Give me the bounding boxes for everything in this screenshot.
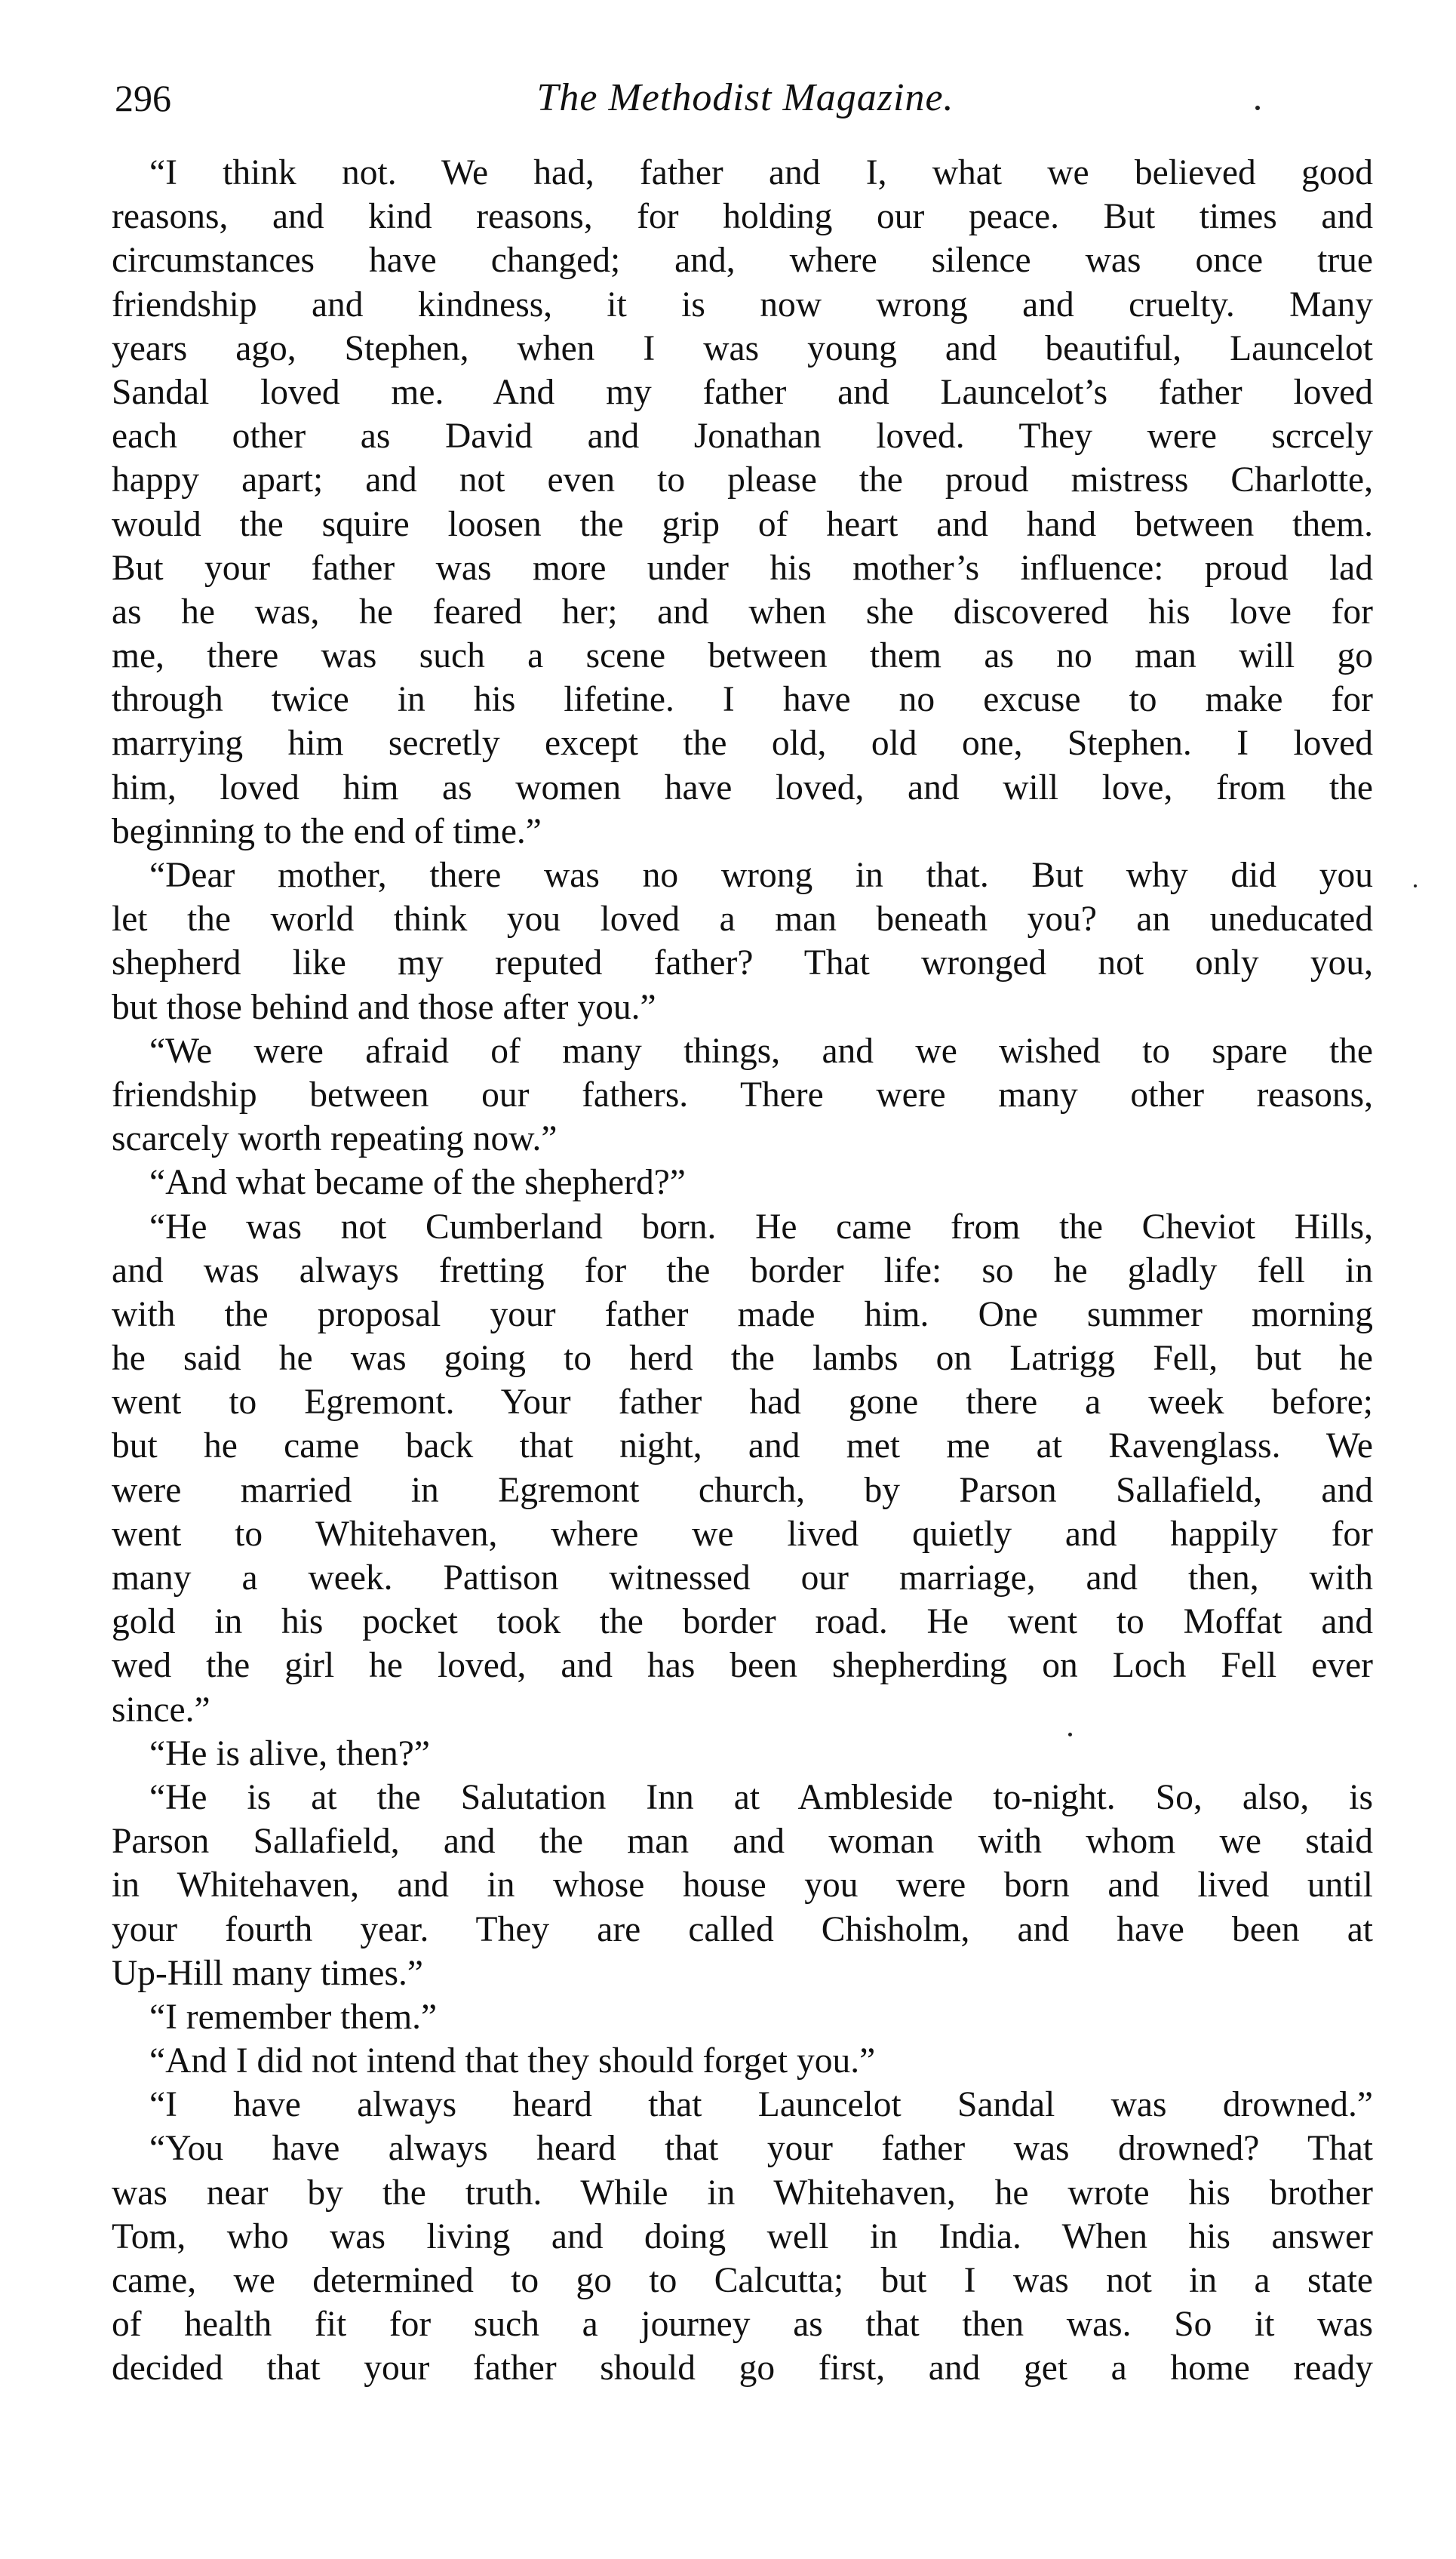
text-line: let the world think you loved a man beneath you? an uneducated xyxy=(112,900,1373,940)
text-line: “You have always heard that your father was drowned? That xyxy=(149,2129,1373,2169)
text-line: Up-Hill many times.” xyxy=(112,1953,423,1993)
text-line: years ago, Stephen, when I was young and beautiful, Launcelot xyxy=(112,328,1373,368)
text-line: as he was, he feared her; and when she discovered his love for xyxy=(112,592,1373,632)
text-line: went to Egremont. Your father had gone there a week before; xyxy=(112,1383,1373,1423)
text-line: was near by the truth. While in Whitehaven, he wrote his brother xyxy=(112,2173,1373,2213)
text-line: Parson Sallafield, and the man and woman with whom we staid xyxy=(112,1822,1373,1862)
text-line: he said he was going to herd the lambs on Latrigg Fell, but he xyxy=(112,1339,1373,1379)
page-header xyxy=(112,68,1379,128)
text-line: were married in Egremont church, by Parson Sallafield, and xyxy=(112,1470,1373,1510)
text-line: reasons, and kind reasons, for holding our peace. But times and xyxy=(112,197,1373,237)
text-line: “And what became of the shepherd?” xyxy=(149,1163,686,1203)
running-title: The Methodist Magazine. xyxy=(536,76,954,119)
text-line: but he came back that night, and met me at Ravenglass. We xyxy=(112,1426,1373,1466)
print-speck xyxy=(1255,106,1260,110)
text-line: him, loved him as women have loved, and will love, from the xyxy=(112,767,1373,807)
text-line: “And I did not intend that they should forget you.” xyxy=(149,2041,876,2081)
text-line: decided that your father should go first, and get a home ready xyxy=(112,2348,1373,2388)
text-line: me, there was such a scene between them as no man will go xyxy=(112,636,1373,676)
text-line: through twice in his lifetine. I have no excuse to make for xyxy=(112,680,1373,720)
text-line: “He was not Cumberland born. He came from the Cheviot Hills, xyxy=(149,1207,1373,1247)
text-line: “He is at the Salutation Inn at Ambleside to-night. So, also, is xyxy=(149,1777,1373,1817)
text-line: “He is alive, then?” xyxy=(149,1733,430,1773)
page-number: 296 xyxy=(115,77,171,119)
text-line: friendship between our fathers. There were many other reasons, xyxy=(112,1075,1373,1115)
text-line: but those behind and those after you.” xyxy=(112,987,656,1027)
text-line: wed the girl he loved, and has been shepherding on Loch Fell ever xyxy=(112,1646,1373,1686)
text-line: shepherd like my reputed father? That wronged not only you, xyxy=(112,943,1373,983)
text-line: marrying him secretly except the old, old one, Stephen. I loved xyxy=(112,724,1373,764)
text-line: your fourth year. They are called Chisholm, and have been at xyxy=(112,1909,1373,1949)
text-line: of health fit for such a journey as that then was. So it was xyxy=(112,2305,1373,2345)
text-line: went to Whitehaven, where we lived quietly and happily for xyxy=(112,1514,1373,1554)
text-line: gold in his pocket took the border road. He went to Moffat and xyxy=(112,1602,1373,1642)
text-line: “We were afraid of many things, and we wished to spare the xyxy=(149,1031,1373,1071)
text-line: friendship and kindness, it is now wrong and cruelty. Many xyxy=(112,285,1373,324)
text-line: happy apart; and not even to please the proud mistress Charlotte, xyxy=(112,460,1373,500)
text-line: came, we determined to go to Calcutta; but I was not in a state xyxy=(112,2261,1373,2300)
text-line: Tom, who was living and doing well in India. When his answer xyxy=(112,2216,1373,2256)
text-line: “I think not. We had, father and I, what we believed good xyxy=(149,153,1373,192)
print-speck xyxy=(1414,884,1417,887)
text-line: “I remember them.” xyxy=(149,1997,438,2037)
text-line: and was always fretting for the border life: so he gladly fell in xyxy=(112,1250,1373,1290)
text-line: in Whitehaven, and in whose house you were born and lived until xyxy=(112,1865,1373,1905)
text-line: many a week. Pattison witnessed our marriage, and then, with xyxy=(112,1558,1373,1598)
text-line: with the proposal your father made him. One summer morning xyxy=(112,1294,1373,1334)
text-line: Sandal loved me. And my father and Launcelot’s father loved xyxy=(112,372,1373,412)
text-line: “I have always heard that Launcelot Sandal was drowned.” xyxy=(149,2085,1373,2125)
text-line: circumstances have changed; and, where silence was once true xyxy=(112,241,1373,281)
text-line: beginning to the end of time.” xyxy=(112,811,542,851)
text-line: But your father was more under his mother’s influence: proud lad xyxy=(112,548,1373,588)
text-line: since.” xyxy=(112,1690,210,1730)
text-line: would the squire loosen the grip of heart and hand between them. xyxy=(112,504,1373,544)
text-line: “Dear mother, there was no wrong in that. But why did you xyxy=(149,856,1373,895)
text-line: each other as David and Jonathan loved. They were scrcely xyxy=(112,417,1373,457)
text-line: scarcely worth repeating now.” xyxy=(112,1119,558,1159)
body-text xyxy=(112,151,1373,2391)
